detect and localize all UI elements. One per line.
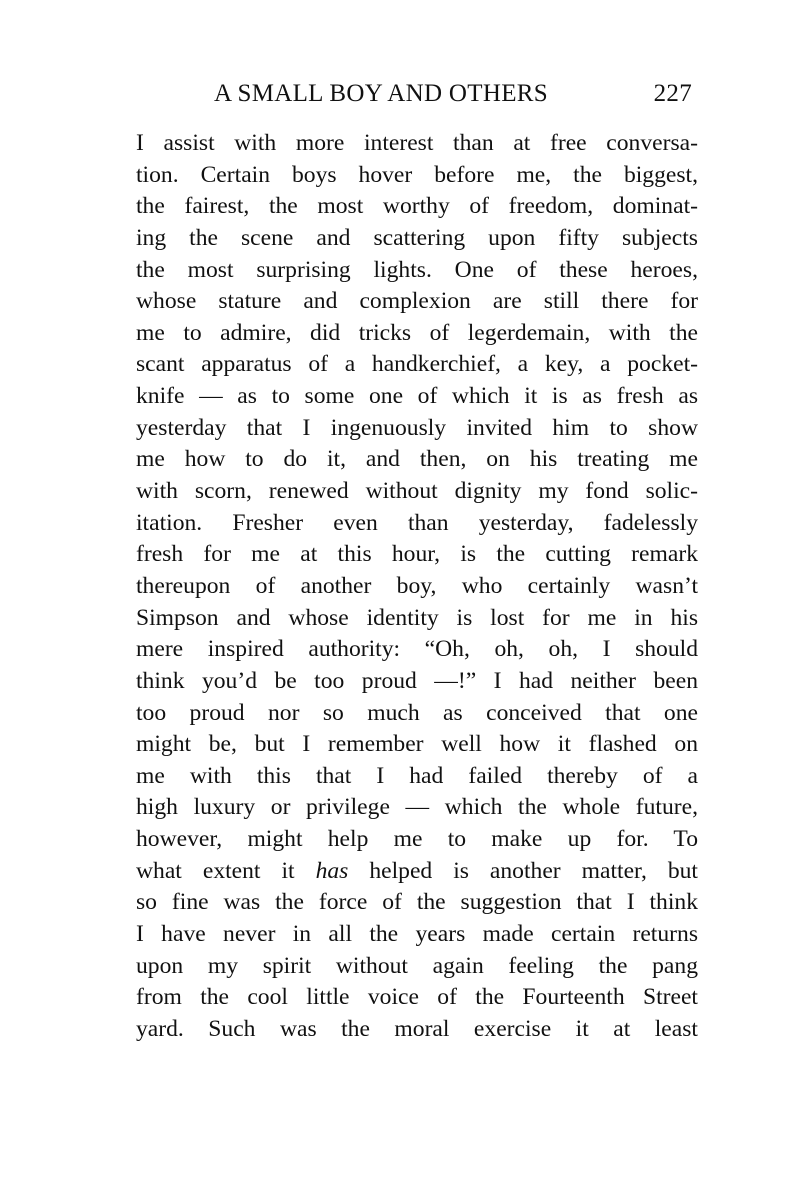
- text-line: the fairest, the most worthy of freedom, dominat-: [136, 193, 698, 220]
- text-segment: helped is another matter, but: [369, 857, 698, 884]
- text-line: I assist with more interest than at free conversa-: [136, 130, 698, 156]
- text-line: me how to do it, and then, on his treating me: [136, 446, 698, 473]
- text-line-with-italic: [136, 856, 698, 888]
- text-line: me with this that I had failed thereby of a: [136, 762, 698, 789]
- text-line: mere inspired authority: “Oh, oh, oh, I should: [136, 636, 698, 663]
- text-line: yesterday that I ingenuously invited him to show: [136, 414, 698, 441]
- text-segment: what extent it: [136, 857, 295, 884]
- text-line: yard. Such was the moral exercise it at least: [136, 1015, 698, 1042]
- text-line: think you’d be too proud —!” I had neither been: [136, 667, 698, 694]
- text-line: upon my spirit without again feeling the pang: [136, 952, 698, 979]
- text-line: with scorn, renewed without dignity my fond solic-: [136, 478, 698, 505]
- text-line: tion. Certain boys hover before me, the biggest,: [136, 161, 698, 188]
- text-line: too proud nor so much as conceived that one: [136, 699, 698, 726]
- text-line: might be, but I remember well how it flashed on: [136, 731, 698, 758]
- text-line: Simpson and whose identity is lost for me in his: [136, 604, 698, 631]
- text-line: so fine was the force of the suggestion that I think: [136, 889, 698, 916]
- text-line: however, might help me to make up for. To: [136, 826, 698, 853]
- text-line: ing the scene and scattering upon fifty subjects: [136, 224, 698, 251]
- text-line: knife — as to some one of which it is as fresh as: [136, 383, 698, 410]
- text-line: scant apparatus of a handkerchief, a key, a pocket-: [136, 351, 698, 378]
- text-line: from the cool little voice of the Fourteenth Street: [136, 984, 698, 1011]
- text-line: the most surprising lights. One of these heroes,: [136, 256, 698, 283]
- text-line: thereupon of another boy, who certainly wasn’t: [136, 572, 698, 599]
- italic-word: has: [315, 857, 349, 884]
- running-head: [136, 80, 696, 116]
- text-line: high luxury or privilege — which the whole future,: [136, 794, 698, 821]
- text-line: whose stature and complexion are still there for: [136, 288, 698, 315]
- text-line: itation. Fresher even than yesterday, fadelessly: [136, 509, 698, 536]
- text-line: fresh for me at this hour, is the cutting remark: [136, 541, 698, 568]
- text-line: I have never in all the years made certain returns: [136, 921, 698, 948]
- body-text: [136, 128, 698, 1046]
- running-title: A SMALL BOY AND OTHERS: [214, 80, 548, 107]
- page-number: 227: [653, 80, 692, 107]
- text-line: me to admire, did tricks of legerdemain, with the: [136, 319, 698, 346]
